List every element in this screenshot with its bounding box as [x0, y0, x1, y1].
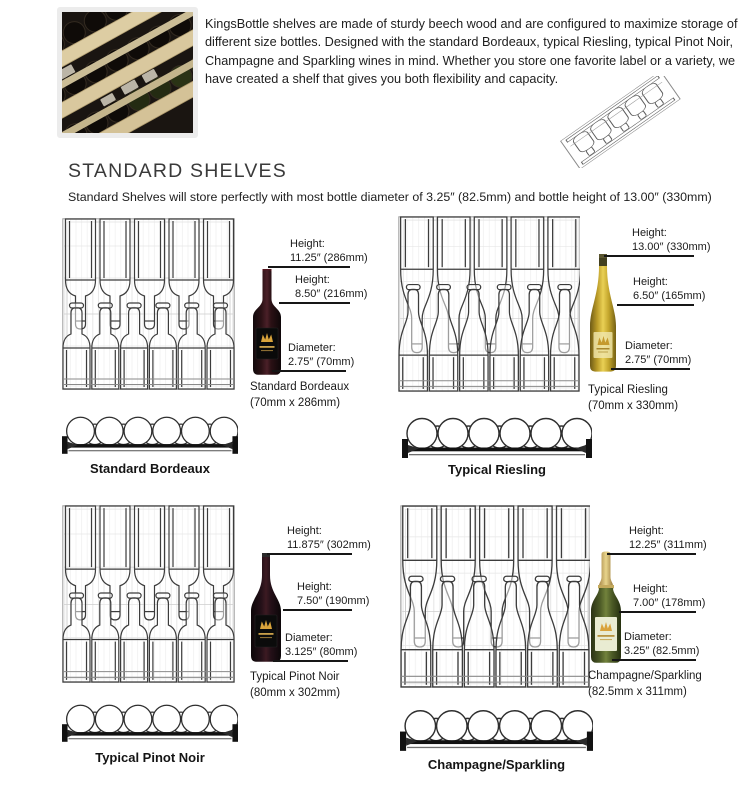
rack-label: Standard Bordeaux: [90, 461, 210, 476]
dimension-value: 11.25″ (286mm): [290, 252, 368, 264]
shelf-photo: [57, 7, 198, 138]
dimension-callout: [604, 226, 711, 257]
dimension-value: 8.50″ (216mm): [295, 288, 368, 300]
dimension-value: 2.75″ (70mm): [625, 354, 692, 366]
bottle-caption: [588, 669, 718, 700]
dimension-label: Height:: [295, 274, 330, 286]
bottle-caption: [588, 383, 718, 414]
dimension-callout: [283, 580, 370, 611]
dimension-value: 11.875″ (302mm): [287, 539, 371, 551]
dimension-label: Height:: [632, 227, 667, 239]
dimension-label: Height:: [629, 525, 664, 537]
dimension-label: Diameter:: [625, 340, 673, 352]
bottle-caption-size: (82.5mm x 311mm): [588, 685, 687, 698]
dimension-callout: [279, 273, 368, 304]
dimension-value: 3.125″ (80mm): [285, 646, 358, 658]
shelf-top-diagram-champagne: [400, 505, 590, 688]
dimension-label: Height:: [287, 525, 322, 537]
intro-paragraph: KingsBottle shelves are made of sturdy beech wood and are configured to maximize storage of different size bottles. Designed with the standard Bordeaux, typical Riesling, typical Pinot Noir, Champagne and Sparkling wines in mind. Whether you store one favorite label or a variety, we have created a shelf that gives you both flexibility and capacity.: [205, 16, 738, 87]
dimension-callout: [272, 341, 355, 372]
section-subtitle: Standard Shelves will store perfectly with most bottle diameter of 3.25″ (82.5mm) and bottle height of 13.00″ (330mm): [68, 190, 712, 204]
bottle-caption-name: Typical Riesling: [588, 384, 668, 396]
bottle-caption-size: (70mm x 330mm): [588, 399, 679, 412]
rack-label: Typical Pinot Noir: [95, 750, 205, 765]
dimension-callout: [612, 630, 700, 661]
dimension-value: 7.50″ (190mm): [297, 595, 370, 607]
dimension-value: 7.00″ (178mm): [633, 597, 706, 609]
dimension-callout: [611, 339, 690, 370]
dimension-callout: [267, 524, 371, 555]
shelf-top-diagram-pinot: [62, 505, 235, 683]
dimension-callout: [273, 631, 358, 662]
shelf-photo-image: [62, 12, 193, 133]
dimension-value: 12.25″ (311mm): [629, 539, 707, 551]
shelf-isometric-drawing: [536, 76, 708, 168]
rack-front-diagram: [400, 704, 593, 751]
bottle-caption-name: Standard Bordeaux: [250, 381, 350, 393]
shelf-top-diagram-bordeaux: [62, 218, 235, 390]
dimension-value: 3.25″ (82.5mm): [624, 645, 700, 657]
shelf-top-diagram-riesling: [398, 216, 580, 392]
rack-label: Champagne/Sparkling: [427, 757, 566, 772]
rack-label: Typical Riesling: [447, 462, 546, 477]
dimension-label: Diameter:: [285, 632, 333, 644]
dimension-label: Height:: [633, 583, 668, 595]
dimension-label: Height:: [297, 581, 332, 593]
bottle-caption: [250, 380, 380, 411]
dimension-label: Diameter:: [288, 342, 336, 354]
bottle-caption: [250, 670, 380, 701]
rack-front-diagram: [62, 411, 238, 454]
dimension-callout: [607, 524, 707, 555]
rack-front-diagram: [62, 699, 238, 742]
bottle-caption-size: (70mm x 286mm): [250, 396, 341, 409]
dimension-label: Height:: [633, 276, 668, 288]
dimension-callout: [619, 582, 706, 613]
dimension-value: 6.50″ (165mm): [633, 290, 706, 302]
dimension-value: 2.75″ (70mm): [288, 356, 355, 368]
bottle-caption-name: Champagne/Sparkling: [588, 670, 702, 682]
dimension-label: Height:: [290, 238, 325, 250]
dimension-callout: [617, 275, 706, 306]
dimension-value: 13.00″ (330mm): [632, 241, 711, 253]
section-title: STANDARD SHELVES: [68, 160, 287, 182]
dimension-callout: [268, 237, 368, 268]
bottle-caption-size: (80mm x 302mm): [250, 686, 341, 699]
bottle-caption-name: Typical Pinot Noir: [250, 671, 340, 683]
dimension-label: Diameter:: [624, 631, 672, 643]
rack-front-diagram: [402, 412, 592, 458]
